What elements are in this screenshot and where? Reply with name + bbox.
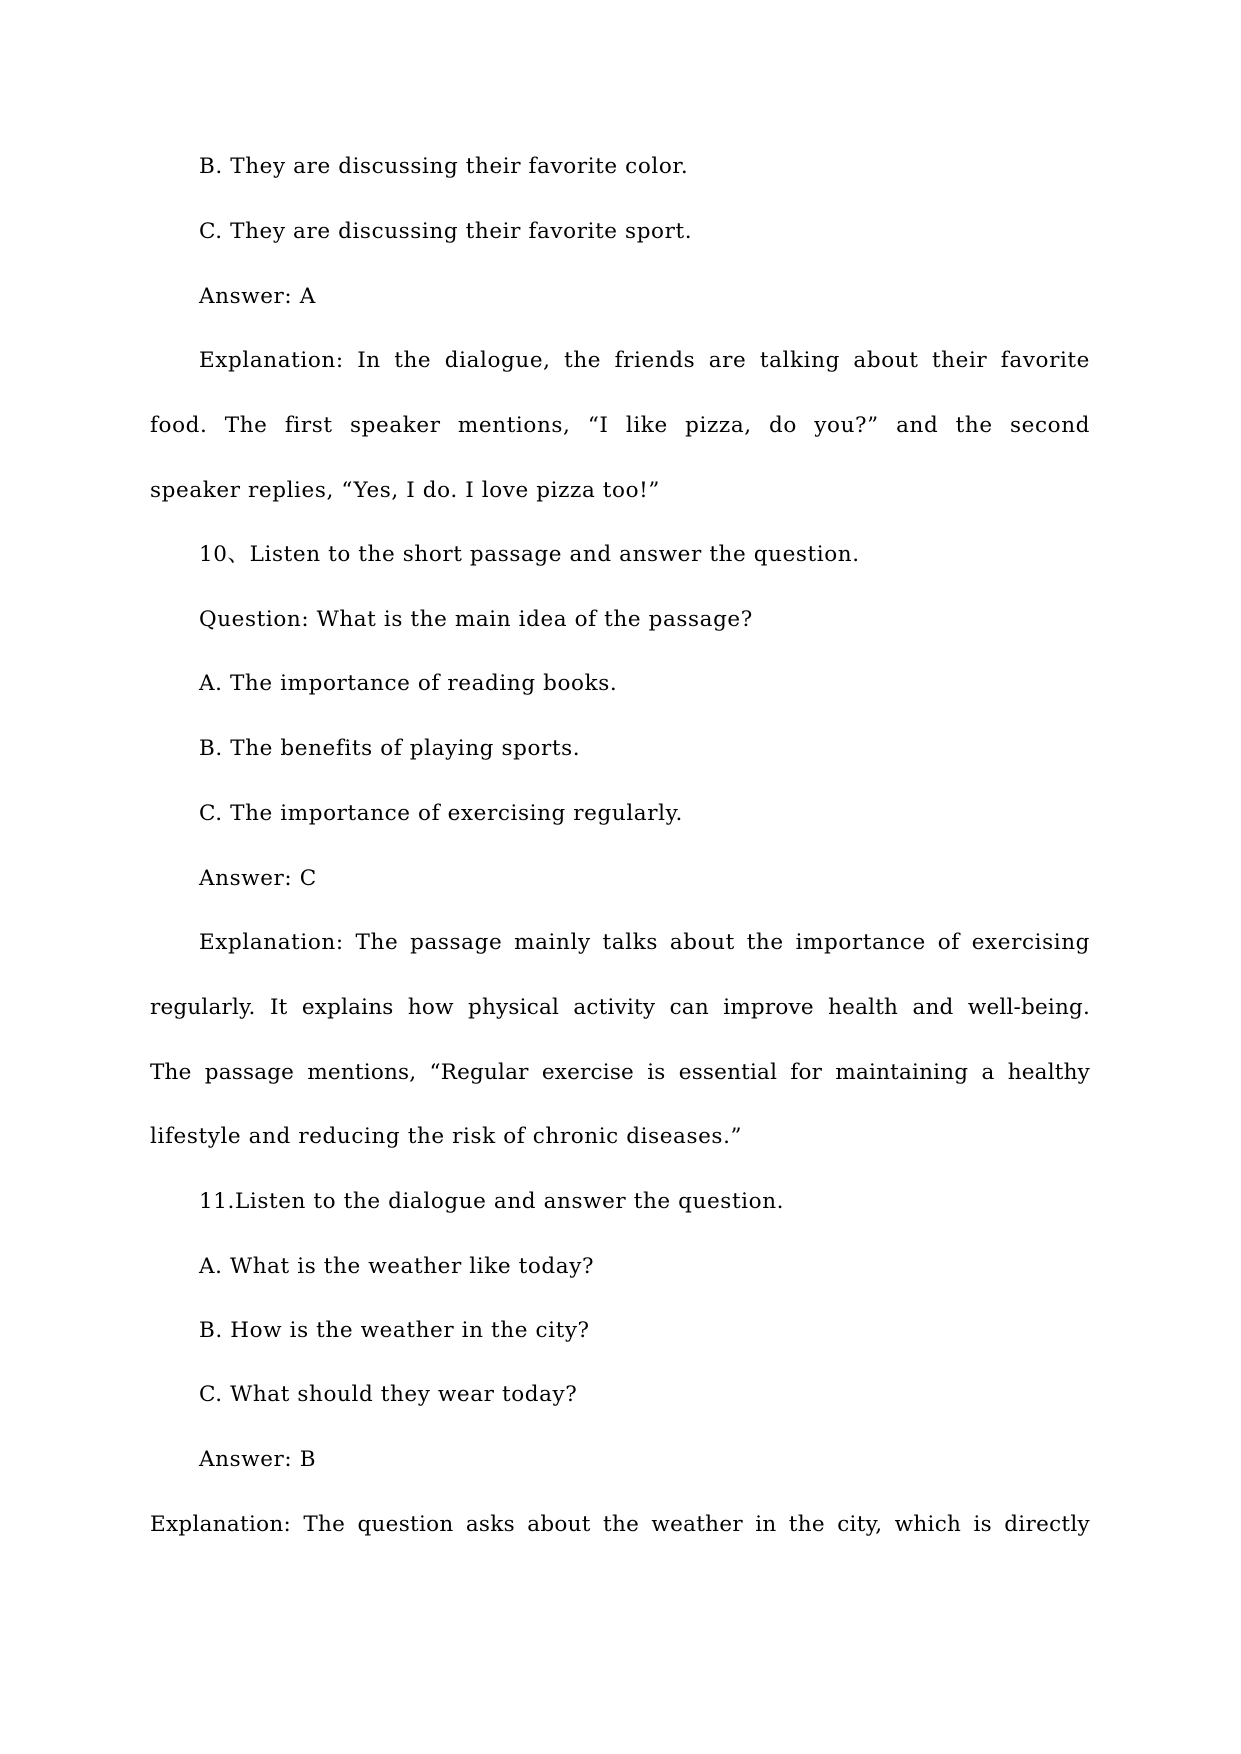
explanation-line: lifestyle and reducing the risk of chronic diseases.” — [150, 1124, 743, 1149]
option-b-line: B. The benefits of playing sports. — [199, 736, 581, 761]
option-c-line: C. The importance of exercising regularly. — [199, 801, 683, 826]
explanation-line: speaker replies, “Yes, I do. I love pizza too!” — [150, 478, 660, 503]
question-heading: 10、Listen to the short passage and answer the question. — [199, 542, 860, 567]
option-a-line: A. The importance of reading books. — [199, 671, 618, 696]
question-heading: 11.Listen to the dialogue and answer the question. — [199, 1189, 785, 1214]
option-b-line: B. They are discussing their favorite color. — [199, 154, 689, 179]
explanation-line: Explanation: The question asks about the weather in the city, which is directly — [150, 1512, 1090, 1537]
explanation-line: food. The first speaker mentions, “I like pizza, do you?” and the second — [150, 413, 1090, 438]
explanation-line: Explanation: In the dialogue, the friends are talking about their favorite — [199, 348, 1090, 373]
question-line: Question: What is the main idea of the passage? — [199, 607, 753, 632]
option-b-line: B. How is the weather in the city? — [199, 1318, 590, 1343]
option-c-line: C. They are discussing their favorite sport. — [199, 219, 693, 244]
answer-line: Answer: B — [199, 1447, 317, 1472]
explanation-line: Explanation: The passage mainly talks about the importance of exercising — [199, 930, 1090, 955]
explanation-line: The passage mentions, “Regular exercise is essential for maintaining a healthy — [150, 1060, 1090, 1085]
option-c-line: C. What should they wear today? — [199, 1382, 578, 1407]
answer-line: Answer: C — [199, 866, 317, 891]
answer-line: Answer: A — [199, 284, 316, 309]
option-a-line: A. What is the weather like today? — [199, 1254, 595, 1279]
explanation-line: regularly. It explains how physical activity can improve health and well-being. — [150, 995, 1090, 1020]
